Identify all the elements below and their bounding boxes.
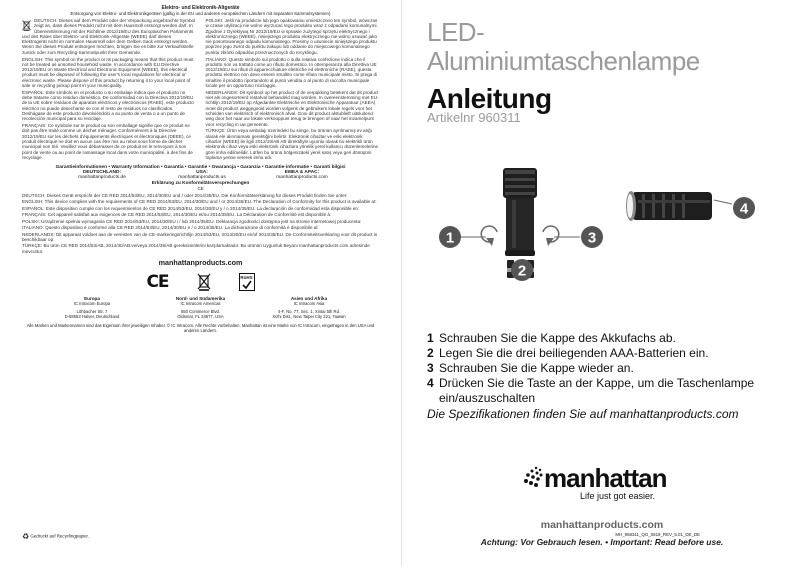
office-company: IC Intracom Europa [73,301,111,306]
weee-pl: POLSKI: Jeśli na produkcie lub jego opakowaniu umieszczono ten symbol, wówczas w czasie utylizacji nie wolno wyrzucać tego produktu wraz z odpadami komunalnymi. Zgodnie z Dyrektywą Nr 2012/19/EU w sprawie zużytego sprzętu elektrycznego i elektronicznego (WEEE), niniejszego produktu elektrycznego nie wolno usuwać jako nie posortowanego odpadu komunalnego. Prosimy o usuniecie niniejszego produktu poprzez jego zwrot do punktu zakupu lub oddanie do miejscowego komunalnego punktu zbiórki odpadów przeznaczonych do recyklingu. [205,18,378,55]
office-company: IC Intracom Americas [180,301,221,306]
office-americas [151,296,251,319]
recycled-text: Gedruckt auf Recyclingpapier. [30,533,89,539]
step-text: Schrauben Sie die Kappe wieder an. [439,361,634,375]
step-number: 1 [427,331,434,345]
rohs-label: RoHS [240,275,253,280]
weee-title: Elektro- und Elektronik-Altgeräte [161,5,240,11]
product-title-line2: Aluminiumtaschenlampe [427,46,700,76]
guarantee-section [22,165,379,191]
declaration-it: ITALIANO: Questo dispositivo è conforme alla CE RED 2014/53/EU, 2014/30/EU e / o 2014/35/EU. La dichiarazione di conformità è disponibile al: [22,225,319,231]
crossed-bin-icon [22,20,31,31]
step-number: 3 [427,361,434,375]
step-circle [733,197,755,219]
declaration-nl: NEDERLANDS: Dit apparaat voldoet aan de vereisten van de CE-markeringsrichtlijn 2014/53/EU, 2014/30/EU en/of 2014/35/EU. De Conformiteitsverklaring voor dit product is beschikbaar op: [22,231,378,242]
trademark-notice: Alle Marken und Markennamen sind das Eigentum ihrer jeweiligen Inhaber. © IC Intracom. Alle Rechte vorbehalten. Manhattan ist eine Marke von IC Intracom, eingetragen in den USA und anderen Ländern. [26,323,375,333]
weee-left-column [22,18,196,162]
weee-it: ITALIANO: Questo simbolo sul prodotto o sulla relativa confezione indica che il prodotto non va trattato come un rifiuto domestico. In ottemperanza alla Direttiva UE 2012/19/EU sui rifiuti di apparecchiature elettriche ed elettroniche (RAEE), questa prodotto elettrico non deve essere smaltito come rifiuto municipale misto. Si prega di smaltire il prodotto riportandolo al punto vendita o al punto di raccolta municipale locale per un opportuno riciclaggio. [205,56,378,89]
guarantee-title: Garantieinformationen • Warranty Information • Garantía • Garantie • Gwarancja • Garanzia • Garantie-informatie • Garanti bilgisi [55,164,346,170]
weee-es: ESPAÑOL: Este símbolo en el producto o su embalaje indica que el producto no debe tratarse como residuo doméstico. De conformidad con la Directiva 2012/19/EU de la UE sobre residuos de aparatos eléctricos y electrónicos (RAEE), este producto eléctrico no puede desecharse se con el resto de residuos no clasificados. Deshágase de este producto devolviéndolo a su punto de venta o a un punto de recolección municipal para su reciclaje. [22,89,194,122]
weee-de: DEUTSCH: Dieses auf dem Produkt oder der Verpackung angebrachte Symbol zeigt an, dass dieses Produkt nicht mit dem Hausmüll entsorgt werden darf. In Übereinstimmung mit der Richtlinie 2012/19/EU des Europäischen Parlaments und des Rates über Elektro- und Elektronik-Altgeräte (WEEE) darf dieses Elektrogerät nicht im normalen Hausmüll oder dem Gelben Sack entsorgt werden. Wenn Sie dieses Produkt entsorgen möchten, bringen Sie es bitte zur Verkaufsstelle zurück oder zum Recycling-Sammelpunkt Ihrer Gemeinde. [22,18,196,55]
product-title [427,18,700,76]
step-text: Legen Sie die drei beiliegenden AAA-Batterien ein. [439,346,709,360]
region-name: USA: [196,169,208,175]
region-site[interactable]: manhattanproducts.us [178,174,226,180]
website-link[interactable]: manhattanproducts.com [540,519,664,531]
document-code: MH_968311_QG_0819_REV_5.01_DE_DE [615,532,700,537]
step-circle-label: 3 [587,229,597,247]
guarantee-regions [22,170,379,180]
step-circle-label: 4 [739,200,749,218]
declaration-fr: FRANÇAIS: Cet appareil satisfait aux exigences de CE RED 2014/53/EU, 2014/30/EU et/ou 2014/35/EU. La Déclaration de Conformité est disponible à: [22,212,332,218]
weee-subtitle: Entsorgung von Elektro- und Elektronikgeräten (gültig in der EU und anderen europäischen Ländern mit separaten Sammelsystemen) [70,11,331,16]
logo-dots-icon [522,465,544,491]
recycled-note [22,532,89,541]
offices [22,296,379,319]
flashlight-horizontal-icon [626,191,712,221]
guarantee-region [52,170,152,180]
step-text: Schrauben Sie die Kappe des Akkufachs ab. [439,331,676,345]
instruction-step [427,346,787,361]
region-site[interactable]: manhattanproducts.de [78,174,126,180]
read-before-use-warning: Achtung: Vor Gebrauch lesen. • Important: Read before use. [480,537,724,547]
declaration-title: Erklärung zu Konformitätsversprechungen [151,180,250,186]
instructions-heading: Anleitung [427,83,552,114]
assembly-illustration [402,160,802,285]
declaration-tr: TÜRKÇE: Bu ürün CE RED 2014/53/AB, 2014/30/AB ve/veya 2014/35/AB gereksinimlerini karşılamaktadır. Bu ürünün Uygunluk Beyanı manhattanproducts.com adresinde mevcuttur. [22,243,370,254]
weee-en: ENGLISH: This symbol on the product or its packaging means that this product must not be treated as unsorted household waste. In accordance with EU Directive 2012/19/EU on Waste Electrical and Electronic Equipment (WEEE), this electrical product must be disposed of following the user's local regulations for electrical or electronic waste. Please dispose of this product by returning it to your local point of sale or recycling pickup point in your municipality. [22,56,194,89]
declaration-es: ESPAÑOL: Este dispositivo cumple con los requerimientos de CE RED 2014/53/EU, 2014/30/EU y / o 2014/35/EU. La declaración de conformidad esta disponible en: [22,205,360,211]
declaration-pl: POLSKI: Urządzenie spełnia wymagania CE RED 2014/53/EU, 2014/30/EU i / lub 2014/35/EU. Deklaracja zgodności dostępna jest na stronie internetowej producenta: [22,218,362,224]
weee-fr: FRANÇAIS: Ce symbole sur le produit ou son emballage signifie que ce produit ne doit pas être traité comme un déchet ménager. Conformément à la Directive 2012/19/EU sur les déchets d'équipements électriques et électroniques (DEEE), ce produit électrique ne doit en aucun cas être mis au rebut sous forme de déchet municipal non trié. Veuillez vous débarrasser de ce produit en le renvoyant à son point de vente ou au point de ramassage local dans votre municipalité, à des fins de recyclage. [22,123,193,160]
check-icon [242,280,252,290]
website-link[interactable]: manhattanproducts.com [158,258,243,267]
weee-columns [22,18,379,162]
weee-right-column [206,18,380,162]
recycle-icon: ♻ [22,532,30,541]
office-asia [259,296,359,319]
declaration-lines [22,193,379,254]
declaration-de: DEUTSCH: Dieses Gerät erspricht der CE RED 2014/53/EU, 2014/30/EU und / oder 2014/35/EU. Die Konformitätserklärung für dieses Produkt finden Sie unter: [22,192,348,198]
step-circle-label: 1 [445,229,455,247]
office-company: IC Intracom Asia [293,301,325,306]
instruction-step [427,331,787,346]
certification-marks [22,271,379,293]
step-number: 2 [427,346,434,360]
weee-nl: NEDERLANDS: Dit symbool op het product of de verpakking betekent dat dit product niet als ongesorteerd restafval behandeld mag worden. In overeenstemming met EU-richtlijn 2012/19/EU op Afgedankte Elektrische en Elektronische Apparatuur (AEEA) moet dit product weggegooid worden volgens de gebruikers lokale regels voor het scheiden van elektrisch of elektronisch afval. Gooi dit product alstublieft uitsluitend weg door het naar uw lokale verkooppunt terug te brengen of naar het inzamelpunt voor recycling in uw gemeente. [205,89,379,127]
article-number: Artikelnr 960311 [427,110,521,125]
logo-wordmark: manhattan [544,463,667,493]
region-name: EMEA & APAC: [284,169,320,175]
instruction-step [427,376,787,406]
flashlight-vertical-icon [503,168,537,256]
crossed-bin-icon [197,273,211,291]
office-title: Nord- und Südamerika [175,296,226,301]
ce-mark-icon: CE [146,272,169,292]
declaration-en: ENGLISH: This device complies with the requirements of CE RED 2014/53/EU, 2014/30/EU and / or 2014/35/EU. The Declaration of Conformity for this product is available at: [22,199,377,205]
step-circle-label: 2 [517,262,527,280]
instruction-steps [427,331,787,422]
step-circle [511,259,533,281]
office-addr1: 550 Commerce Blvd. [180,309,221,314]
region-site[interactable]: manhattanproducts.com [276,174,328,180]
weee-tr: TÜRKÇE: Ürün veya ambalajı üzerindeki bu simge, bu ürünün ayrılmamış ev atığı olarak ele alınmaması gerektiğini belirtir. Elektronik cihazlar ve eski elektronik cihazlar (WEEE) ile ilgili 2012/19/AB AB direktifiyle uyumlu olarak bu elektrikli ürün elektronik cihaz veya eski elektronik cihazlara yönelik yerel kullanıcı düzenlemelerine göre imha edilmelidir. Lütfen bu ürünü bölgenizdeki yerel satış veya geri dönüşüm toplama yerine vererek imha edi. [205,128,379,160]
rohs-badge [239,273,255,291]
region-name: DEUTSCHLAND: [82,169,122,175]
right-page [402,0,802,566]
office-title: Asien und Afrika [290,296,328,301]
office-addr2: Xizhi Dist., New Taipei City 221, Taiwan [272,314,346,319]
step-circle [581,226,603,248]
office-addr1: Löhbacher Str. 7 [76,309,108,314]
declaration-ce: CE [197,185,204,191]
specs-note: Die Spezifikationen finden Sie auf manhattanproducts.com [427,407,739,421]
manhattan-logo [522,463,672,508]
instruction-step [427,361,787,376]
office-europe [42,296,142,319]
logo-tagline: Life just got easier. [580,491,656,501]
office-addr2: D-58553 Halver, Deutschland [64,314,120,319]
step-number: 4 [427,376,434,390]
step-text: Drücken Sie die Taste an der Kappe, um die Taschenlampe ein/auszuschalten [439,376,755,405]
office-title: Europa [84,296,100,301]
guarantee-region [152,170,252,180]
guarantee-region [252,170,352,180]
office-addr2: Oldsmar, FL 34677, USA [177,314,224,319]
step-circle [439,226,461,248]
office-addr1: 4-F, No. 77, Sec. 1, Xintai 5th Rd. [277,309,341,314]
product-title-line1: LED- [427,17,485,47]
